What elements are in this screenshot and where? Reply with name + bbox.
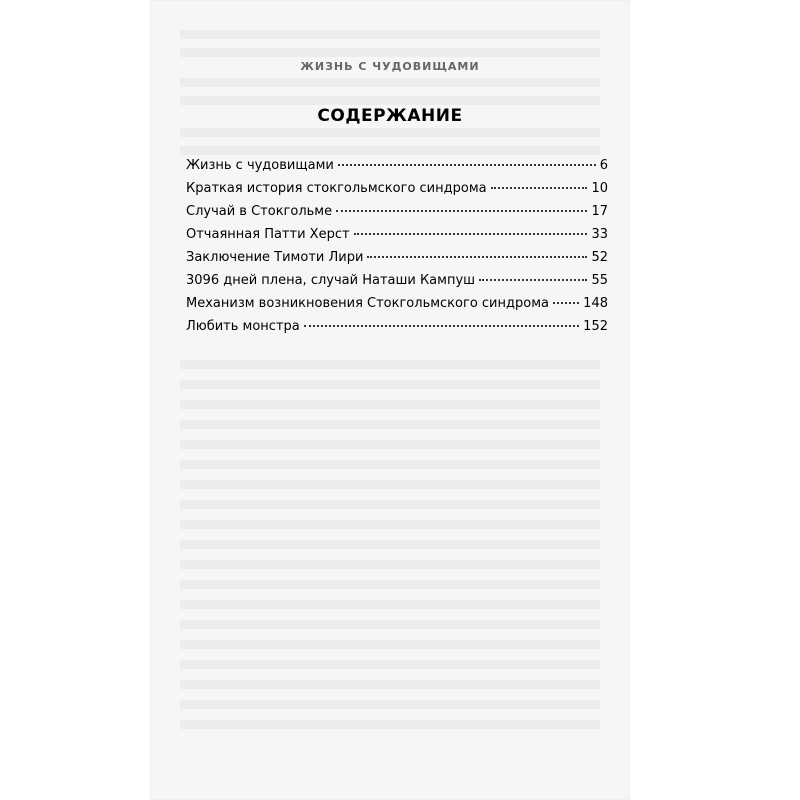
ghost-line xyxy=(180,146,600,155)
toc-entry xyxy=(186,158,608,181)
ghost-line xyxy=(180,520,600,529)
dot-leader xyxy=(354,233,588,235)
ghost-line xyxy=(180,400,600,409)
toc-entry-title: Жизнь с чудовищами xyxy=(186,158,334,173)
toc-entry xyxy=(186,204,608,227)
ghost-line xyxy=(180,48,600,57)
toc-entry-title: Механизм возникновения Стокгольмского синдрома xyxy=(186,296,549,311)
dot-leader xyxy=(491,187,588,189)
toc-entry-page: 52 xyxy=(591,250,608,265)
ghost-line xyxy=(180,640,600,649)
toc-entry xyxy=(186,181,608,204)
dot-leader xyxy=(336,210,587,212)
toc-entry xyxy=(186,273,608,296)
book-page xyxy=(150,0,630,800)
dot-leader xyxy=(553,302,579,304)
ghost-line xyxy=(180,540,600,549)
ghost-line xyxy=(180,460,600,469)
dot-leader xyxy=(479,279,587,281)
ghost-line xyxy=(180,480,600,489)
toc-entry-page: 10 xyxy=(591,181,608,196)
ghost-line xyxy=(180,96,600,105)
toc-entry-page: 55 xyxy=(591,273,608,288)
dot-leader xyxy=(338,164,596,166)
ghost-line xyxy=(180,128,600,137)
ghost-line xyxy=(180,30,600,39)
ghost-line xyxy=(180,560,600,569)
ghost-line xyxy=(180,78,600,87)
toc-entry-title: Краткая история стокгольмского синдрома xyxy=(186,181,487,196)
ghost-line xyxy=(180,380,600,389)
toc-entry xyxy=(186,319,608,342)
toc-entry-page: 33 xyxy=(591,227,608,242)
dot-leader xyxy=(304,325,579,327)
dot-leader xyxy=(367,256,587,258)
ghost-line xyxy=(180,660,600,669)
toc-entry-page: 6 xyxy=(599,158,608,173)
ghost-line xyxy=(180,440,600,449)
ghost-line xyxy=(180,600,600,609)
toc-entry-page: 148 xyxy=(583,296,608,311)
running-header: ЖИЗНЬ С ЧУДОВИЩАМИ xyxy=(300,60,480,73)
ghost-line xyxy=(180,580,600,589)
ghost-line xyxy=(180,620,600,629)
toc-entry-title: Заключение Тимоти Лири xyxy=(186,250,364,265)
table-of-contents xyxy=(186,158,608,342)
toc-entry-page: 152 xyxy=(583,319,608,334)
toc-entry-title: Любить монстра xyxy=(186,319,300,334)
ghost-line xyxy=(180,720,600,729)
ghost-line xyxy=(180,420,600,429)
toc-entry-title: 3096 дней плена, случай Наташи Кампуш xyxy=(186,273,476,288)
ghost-line xyxy=(180,700,600,709)
toc-entry-page: 17 xyxy=(591,204,608,219)
toc-entry xyxy=(186,227,608,250)
toc-entry xyxy=(186,296,608,319)
toc-entry xyxy=(186,250,608,273)
ghost-line xyxy=(180,360,600,369)
toc-entry-title: Отчаянная Патти Херст xyxy=(186,227,350,242)
toc-entry-title: Случай в Стокгольме xyxy=(186,204,333,219)
ghost-line xyxy=(180,500,600,509)
ghost-line xyxy=(180,680,600,689)
page-title: СОДЕРЖАНИЕ xyxy=(317,106,463,126)
